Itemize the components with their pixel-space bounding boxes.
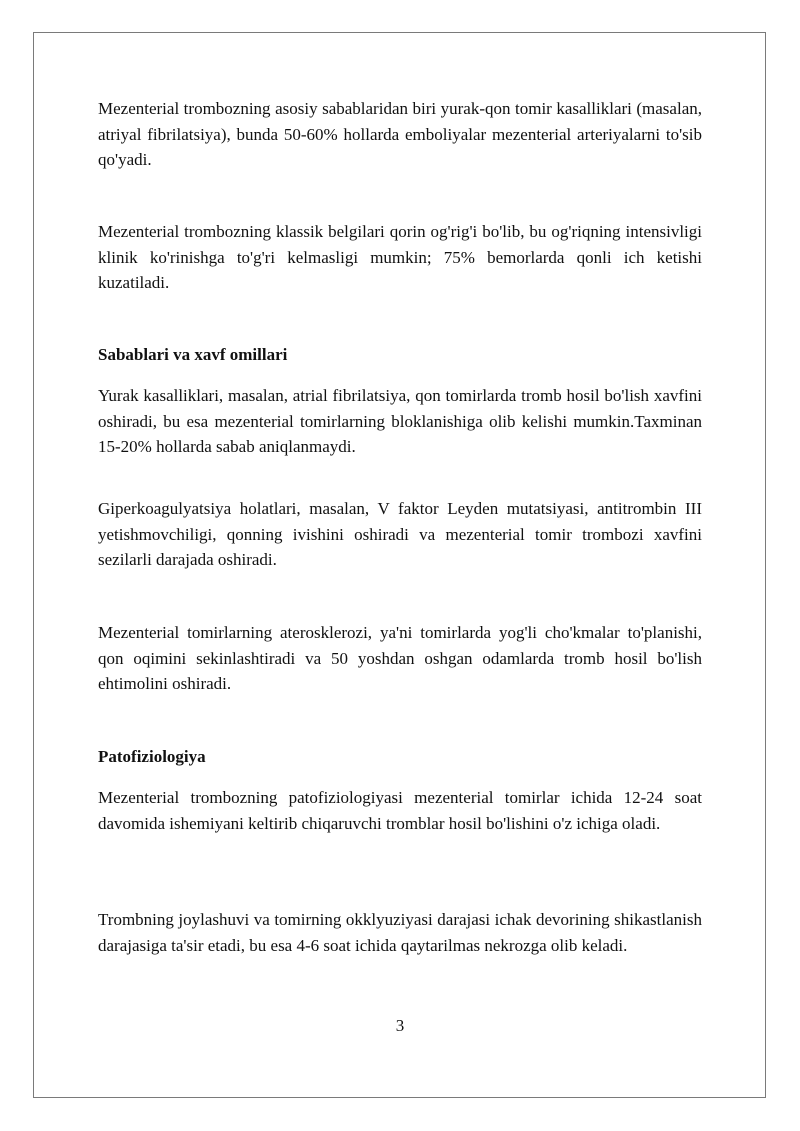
paragraph-causes-intro: Mezenterial trombozning asosiy sabablaridan biri yurak-qon tomir kasalliklari (masalan, atriyal fibrilatsiya), bunda 50-60% hollarda emboliyalar mezenterial arteriyalarni to'sib qo'yadi. [98, 99, 702, 169]
paragraph-pathophysiology: Mezenterial trombozning patofiziologiyasi mezenterial tomirlar ichida 12-24 soat davomida ishemiyani keltirib chiqaruvchi tromblar hosil bo'lishini o'z ichiga oladi. [98, 788, 702, 833]
page-number: 3 [395, 1016, 405, 1035]
paragraph-hypercoagulation: Giperkoagulyatsiya holatlari, masalan, V faktor Leyden mutatsiyasi, antitrombin III yetishmovchiligi, qonning ivishini oshiradi va mezenterial tomir trombozi xavfini sezilarli darajada oshiradi. [98, 499, 702, 569]
heading-pathophysiology: Patofiziologiya [98, 747, 206, 766]
paragraph-atherosclerosis: Mezenterial tomirlarning aterosklerozi, ya'ni tomirlarda yog'li cho'kmalar to'planishi, qon oqimini sekinlashtiradi va 50 yoshdan oshgan odamlarda tromb hosil bo'lish ehtimolini oshiradi. [98, 623, 702, 693]
paragraph-classic-symptoms: Mezenterial trombozning klassik belgilari qorin og'rig'i bo'lib, bu og'riqning intensivligi klinik ko'rinishga to'g'ri kelmasligi mumkin; 75% bemorlarda qonli ich ketishi kuzatiladi. [98, 222, 702, 292]
paragraph-thrombus-location: Trombning joylashuvi va tomirning okklyuziyasi darajasi ichak devorining shikastlanish darajasiga ta'sir etadi, bu esa 4-6 soat ichida qaytarilmas nekrozga olib keladi. [98, 910, 702, 955]
heading-causes-risk-factors: Sabablari va xavf omillari [98, 345, 288, 364]
paragraph-heart-disease: Yurak kasalliklari, masalan, atrial fibrilatsiya, qon tomirlarda tromb hosil bo'lish xavfini oshiradi, bu esa mezenterial tomirlarning bloklanishiga olib kelishi mumkin.Taxminan 15-20% hollarda sabab aniqlanmaydi. [98, 386, 702, 456]
